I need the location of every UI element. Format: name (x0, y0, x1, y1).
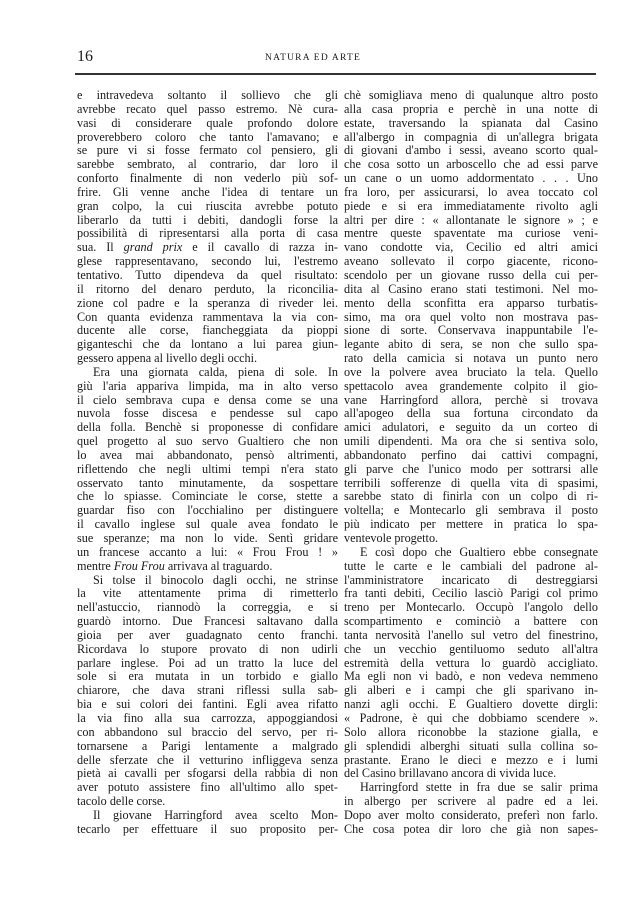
text-line: un francese accanto a lui: « Frou Frou ! » (77, 545, 338, 559)
text-line: che un vecchio gentiluomo seduto all'altra (344, 642, 598, 656)
right-column (344, 89, 598, 837)
text-line: E così dopo che Gualtiero ebbe consegnate (360, 545, 598, 559)
page-number: 16 (77, 48, 93, 65)
text-line: Era una giornata calda, piena di sole. In (93, 365, 338, 379)
text-line: della folla. Benchè si proponesse di confidare (77, 421, 338, 435)
text-line: tornarsene a Parigi lentamente a malgrado (77, 739, 338, 753)
text-line: lo avea mai abbandonato, pensò altrimenti, (77, 448, 338, 462)
text-line: gli splendidi alberghi situati sulla collina so- (344, 739, 598, 753)
text-line: all'albergo in compagnia di un'allegra brigata (344, 130, 598, 144)
text-line: amici adulatori, e seguito da un corteo di (344, 421, 598, 435)
text-line: alla casa propria e perchè in una notte di (344, 102, 598, 116)
text-line: gioia per aver guadagnato cento franchi. (77, 628, 338, 642)
text-line: ove la polvere avea bruciato la tela. Quello (344, 365, 598, 379)
text-line: sue speranze; ma non lo vide. Sentì gridare (77, 532, 338, 545)
text-line: spettacolo avea grandemente colpito il gio- (344, 379, 598, 393)
text-line: Ma egli non vi badò, e non vedeva nemmeno (344, 670, 598, 684)
text-line: sarebbe stato di finirla con un colpo di ri- (344, 490, 598, 504)
text-line: tanta nervosità l'anello sul vetro del finestrino, (344, 628, 598, 642)
text-line: la vite attentamente prima di rimetterlo (77, 587, 338, 601)
text-line: Ricordava lo stupore provato di non udirli (77, 642, 338, 656)
text-line: il cielo sembrava cupa e densa come se una (77, 393, 338, 407)
text-line: vasi di considerare quale profondo dolore (77, 116, 338, 130)
text-line: gran colpo, la cui riuscita avrebbe potuto (77, 199, 338, 213)
text-line: osservato tanto minutamente, da sospettare (77, 476, 338, 490)
left-column (77, 89, 338, 837)
text-line: simo, ma ora quel volto non mostrava pas- (344, 310, 598, 324)
text-line: dita al Casino erano stati testimoni. Nel mo- (344, 282, 598, 296)
text-line: l'amministratore incaricato di destreggiarsi (344, 573, 598, 587)
text-line: che cosa sotto un arboscello che ad essi parve (344, 158, 598, 172)
text-line: bia e sui colori dei fantini. Egli avea rifatto (77, 698, 338, 712)
text-line: tacolo delle corse. (77, 795, 166, 809)
text-line: la via fino alla sua carrozza, appoggiandosi (77, 711, 338, 725)
text-line: liberarlo da tutti i debiti, dandogli forse la (77, 213, 338, 227)
text-line: riflettendo che negli ultimi tempi n'era stato (77, 462, 338, 476)
text-line: mentre Frou Frou arrivava al traguardo. (77, 559, 273, 573)
text-line: abbandonato perfino dai cattivi compagni, (344, 448, 598, 462)
text-line: all'apogeo della sua fortuna circondato da (344, 407, 598, 421)
text-line: voltella; e Montecarlo gli sembrava il posto (344, 504, 598, 518)
text-line: Si tolse il binocolo dagli occhi, ne strinse (93, 573, 338, 587)
text-line: chiarore, che dava strani riflessi sulla sab- (77, 684, 338, 698)
text-line: estate, traversando la spianata dal Casino (344, 116, 598, 130)
text-line: conforto finalmente di non vederlo più sof- (77, 172, 338, 186)
text-line: vane Harringford allora, perchè si trovava (344, 393, 598, 407)
text-line: il cavallo inglese sul quale avea fondato le (77, 518, 338, 532)
header-rule (75, 73, 596, 75)
text-line: nuvola fosse discesa e pendesse sul capo (77, 407, 338, 421)
text-line: vano condotte via, Cecilio ed altri amici (344, 241, 598, 255)
text-line: tentativo. Tutto dipendeva da quel risultato: (77, 268, 338, 282)
text-line: rato della camicia si notava un punto nero (344, 352, 598, 366)
text-line: giù l'aria appariva limpida, ma in alto verso (77, 379, 338, 393)
text-line: scompartimento e cominciò a battere con (344, 615, 598, 629)
text-line: aver potuto assistere fino all'ultimo allo spet- (77, 781, 338, 795)
text-line: tecarlo per effettuare il suo proposito per- (77, 822, 338, 836)
text-line: con abbandono sul braccio del servo, per ri- (77, 725, 338, 739)
text-line: piede e si era immediatamente rivolto agli (344, 199, 598, 213)
text-line: altri per dire : « allontanate le signore » ; e (344, 213, 598, 227)
text-line: di giovani d'ambo i sessi, aveano scorto qual- (344, 144, 598, 158)
text-line: se pure vi si fosse fermato col pensiero, gli (77, 144, 338, 158)
text-line: gessero appena al livello degli occhi. (77, 352, 258, 366)
text-line: fra tanti debiti, Cecilio lasciò Parigi col primo (344, 587, 598, 601)
text-line: scendolo per un giovane russo della cui per- (344, 268, 598, 282)
text-line: sua. Il grand prix e il cavallo di razza in- (77, 241, 338, 255)
text-line: terribili sofferenze di quella vita di spasimi, (344, 476, 598, 490)
text-line: guardar fiso con l'occhialino per distinguere (77, 504, 338, 518)
text-line: frire. Gli venne anche l'idea di tentare un (77, 185, 338, 199)
text-line: quel progetto al suo servo Gualtiero che non (77, 435, 338, 449)
text-line: Che cosa potea dir loro che già non sapes- (344, 822, 598, 836)
text-line: mento della sconfitta era apparso turbatis- (344, 296, 598, 310)
text-line: delle sferzate che il vetturino infliggeva senza (77, 753, 338, 767)
text-line: che lo spiasse. Cominciate le corse, stette a (77, 490, 338, 504)
italic-title: Frou Frou (113, 559, 165, 573)
text-line: aveano sollevato il corpo giacente, ricono- (344, 255, 598, 269)
text-line: estremità della vettura lo guardò accigliato. (344, 656, 598, 670)
text-line: « Padrone, è qui che dobbiamo scendere ». (344, 711, 598, 725)
text-line: Il giovane Harringford avea scelto Mon- (93, 808, 338, 822)
italic-title: grand prix (123, 241, 183, 255)
text-line: sole si era mutata in un torbido e giallo (77, 670, 338, 684)
text-line: sione di sorte. Conservava inappuntabile l'e- (344, 324, 598, 338)
text-line: del Casino brillavano ancora di vivida luce. (344, 767, 557, 781)
text-line: Con quanta evidenza rammentava la via con- (77, 310, 338, 324)
text-line: glese rappresentavano, secondo lui, l'estremo (77, 255, 338, 269)
text-line: parlare inglese. Poi ad un tratto la luce del (77, 656, 338, 670)
text-line: legante abito di sera, se non che sullo spa- (344, 338, 598, 352)
text-line: gli alberi e i campi che gli sparivano in- (344, 684, 598, 698)
text-line: nell'astuccio, riannodò la correggia, e si (77, 601, 338, 615)
text-line: proverebbero coloro che tanto l'amavano; e (77, 130, 338, 144)
text-line: nanzi agli occhi. E Gualtiero dovette dirgli: (344, 698, 598, 712)
text-line: chè somigliava meno di qualunque altro posto (344, 89, 598, 102)
text-line: Harringford stette in fra due se salir prima (360, 781, 598, 795)
text-line: in albergo per scrivere al padre ed a lei. (344, 795, 598, 809)
text-line: sarebbe sembrato, al contrario, dar loro il (77, 158, 338, 172)
text-line: tutte le carte e le cambiali del padrone al- (344, 559, 598, 573)
text-line: pietà ai cavalli per sfogarsi della rabbia di non (77, 767, 338, 781)
text-line: possibilità di ripresentarsi alla porta di casa (77, 227, 338, 241)
text-line: umili dipendenti. Ma ora che si sentiva solo, (344, 435, 598, 449)
text-line: più indicato per mettere in pratica lo spa- (344, 518, 598, 532)
running-title: NATURA ED ARTE (265, 53, 361, 63)
text-line: ducente alle corse, fiancheggiata da pioppi (77, 324, 338, 338)
text-line: un cane o un uomo addormentato . . . Uno (344, 172, 598, 186)
text-line: treno per Montecarlo. Occupò l'angolo dello (344, 601, 598, 615)
text-line: Solo allora riconobbe la stazione gialla, e (344, 725, 598, 739)
text-line: ventevole progetto. (344, 532, 439, 545)
text-line: e intravedeva soltanto il sollievo che gli (77, 89, 338, 102)
text-line: il ritorno del denaro perduto, la riconcilia- (77, 282, 338, 296)
text-line: fra loro, per assicurarsi, lo avea toccato col (344, 185, 598, 199)
text-line: gli parve che l'unico modo per sottrarsi alle (344, 462, 598, 476)
text-line: prastante. Erano le dieci e mezzo e i lumi (344, 753, 598, 767)
text-line: guardò intorno. Due Francesi saltavano dalla (77, 615, 338, 629)
text-line: Dopo aver molto considerato, preferì non farlo. (344, 808, 598, 822)
text-line: avrebbe recato quel passo estremo. Nè cura- (77, 102, 338, 116)
text-line: zione col padre e la speranza di riveder lei. (77, 296, 338, 310)
text-line: giganteschi che da lontano a lui parea giun- (77, 338, 338, 352)
text-line: mentre queste spaventate ma curiose veni- (344, 227, 598, 241)
